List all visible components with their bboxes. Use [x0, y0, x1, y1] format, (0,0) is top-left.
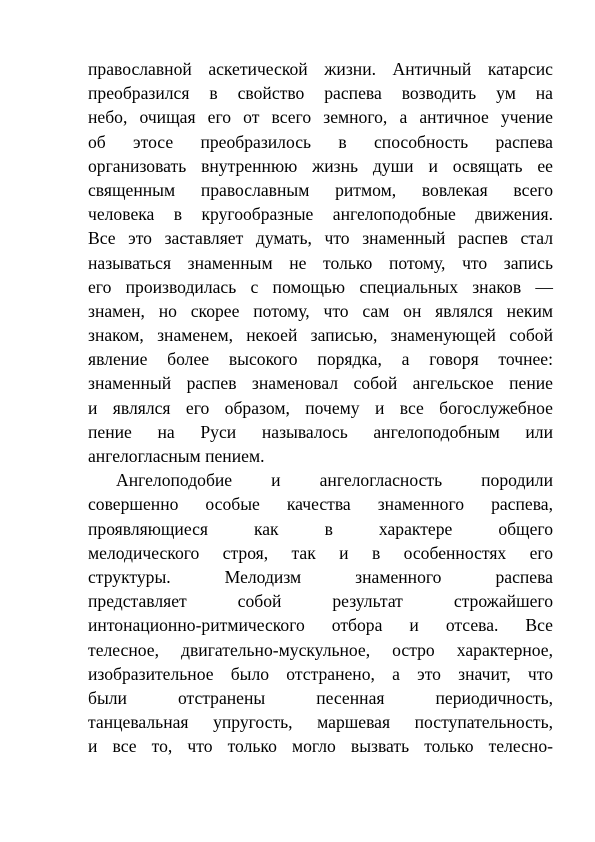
text-line: преобразился в свойство распева возводить ум на [88, 83, 553, 104]
text-line: пение на Руси называлось ангелоподобным или [88, 421, 553, 442]
text-line: об этосе преобразилось в способность распева [88, 131, 553, 152]
text-line: представляет собой результат строжайшего [88, 591, 553, 612]
text-line: знамен, но скорее потому, что сам он являлся неким [88, 300, 553, 321]
text-line: телесное, двигательно-мускульное, остро характерное, [88, 639, 553, 660]
text-line: мелодического строя, так и в особенностях его [88, 542, 553, 563]
text-line: православной аскетической жизни. Античный катарсис [88, 59, 553, 79]
body-text [88, 57, 553, 758]
text-line: явление более высокого порядка, а говоря точнее: [88, 349, 553, 370]
text-line: небо, очищая его от всего земного, а античное учение [88, 107, 553, 128]
text-line: ангелогласным пением. [88, 446, 265, 466]
text-line: были отстранены песенная периодичность, [88, 687, 553, 708]
text-line: изобразительное было отстранено, а это значит, что [88, 663, 553, 684]
paragraph-2 [88, 468, 553, 758]
text-line: человека в кругообразные ангелоподобные движения. [88, 204, 553, 225]
text-line: знаменный распев знаменовал собой ангельское пение [88, 373, 553, 394]
text-line: структуры. Мелодизм знаменного распева [88, 566, 553, 587]
text-line: и все то, что только могло вызвать только телесно- [88, 736, 553, 757]
text-line: Все это заставляет думать, что знаменный распев стал [88, 228, 553, 249]
text-line: знаком, знаменем, некоей записью, знаменующей собой [88, 325, 553, 346]
text-line: и являлся его образом, почему и все богослужебное [88, 397, 553, 418]
text-line: проявляющиеся как в характере общего [88, 518, 553, 539]
text-line: совершенно особые качества знаменного распева, [88, 494, 553, 515]
text-line: называться знаменным не только потому, что запись [88, 252, 553, 273]
text-line: организовать внутреннюю жизнь души и освящать ее [88, 155, 553, 176]
text-line: Ангелоподобие и ангелогласность породили [116, 470, 553, 491]
text-line: священным православным ритмом, вовлекая всего [88, 179, 553, 200]
text-line: танцевальная упругость, маршевая поступательность, [88, 712, 553, 733]
text-line: его производилась с помощью специальных знаков — [88, 276, 553, 297]
paragraph-1 [88, 57, 553, 468]
text-line: интонационно-ритмического отбора и отсева. Все [88, 615, 553, 636]
